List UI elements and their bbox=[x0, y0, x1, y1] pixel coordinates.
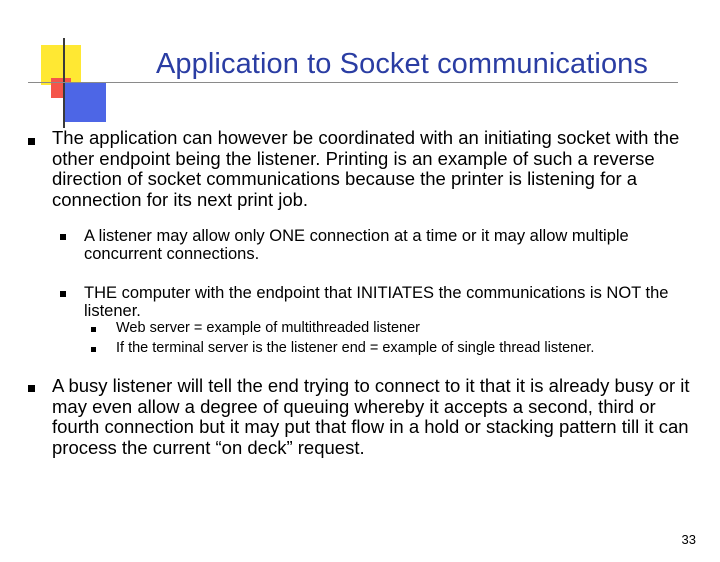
deco-blue-square bbox=[64, 82, 106, 122]
bullet-marker bbox=[91, 347, 96, 352]
bullet-text-1-2-2: If the terminal server is the listener end = example of single thread listener. bbox=[116, 340, 595, 356]
bullet-marker bbox=[28, 138, 35, 145]
page-number: 33 bbox=[681, 532, 696, 547]
bullet-text-1-1: A listener may allow only ONE connection at a time or it may allow multiple concurrent connections. bbox=[84, 227, 629, 263]
bullet-marker bbox=[91, 327, 96, 332]
bullet-text-1: The application can however be coordinated with an initiating socket with the other endpoint being the listener. Printing is an example of such a reverse direction of socket communications because the printer is listening for a connection for its next print job. bbox=[52, 127, 680, 210]
slide-title: Application to Socket communications bbox=[155, 48, 648, 80]
bullet-marker bbox=[60, 291, 66, 297]
bullet-marker bbox=[60, 234, 66, 240]
bullet-text-1-2-1: Web server = example of multithreaded listener bbox=[116, 320, 420, 336]
deco-horizontal-line bbox=[28, 82, 678, 83]
bullet-text-1-2: THE computer with the endpoint that INITIATES the communications is NOT the listener. bbox=[84, 284, 669, 320]
bullet-marker bbox=[28, 385, 35, 392]
bullet-text-2: A busy listener will tell the end trying to connect to it that it is already busy or it may even allow a degree of queuing whereby it accepts a second, third or fourth connection but it may put that flow in a hold or stacking pattern till it can process the current “on deck” request. bbox=[52, 375, 690, 458]
